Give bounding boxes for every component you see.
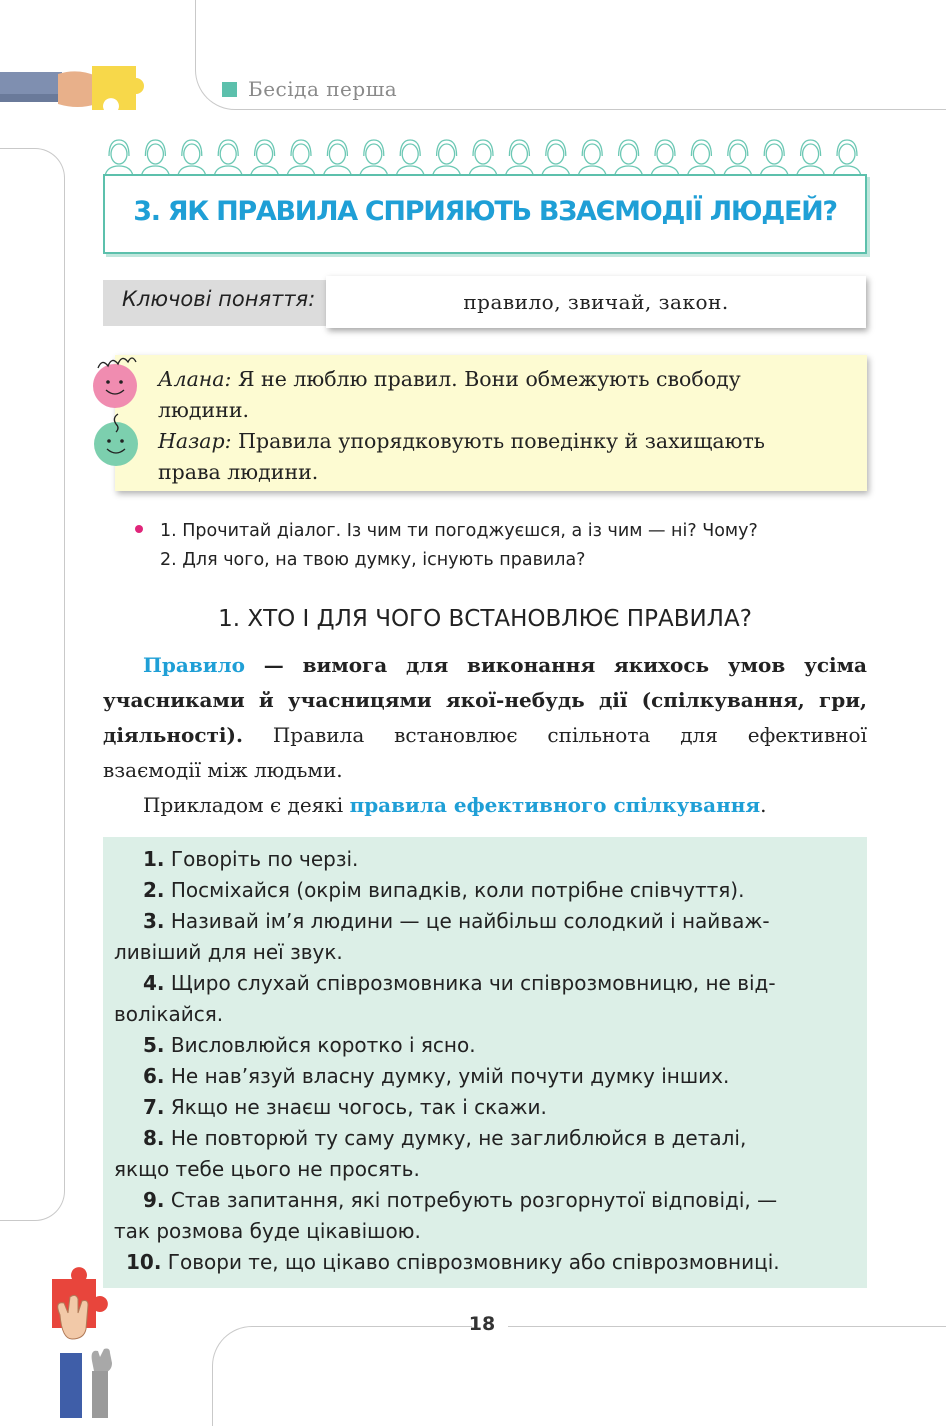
puzzle-hand-illustration [0, 60, 160, 120]
face-icon [730, 144, 746, 164]
rule-number: 2. [143, 878, 165, 902]
speaker-nazar: Назар: [158, 429, 232, 453]
rule-item [114, 844, 856, 875]
rule-text: Не нав’язуй власну думку, умій почути думку інших. [164, 1064, 730, 1088]
rule-item [114, 1247, 856, 1278]
rule-text: Якщо не знаєш чогось, так і скажи. [164, 1095, 547, 1119]
rule-number: 1. [143, 847, 165, 871]
rule-text: якщо тебе цього не просять. [114, 1157, 420, 1181]
rule-number: 8. [143, 1126, 165, 1150]
question-1: 1. Прочитай діалог. Із чим ти погоджуєшся, а із чим — ні? Чому? [160, 521, 758, 541]
rule-text: Говоріть по черзі. [164, 847, 359, 871]
definition-term: Правило [143, 653, 246, 677]
rule-item [114, 1061, 856, 1092]
rule-item [114, 968, 856, 999]
page-frame-bottom-line [508, 1326, 946, 1327]
rule-number: 7. [143, 1095, 165, 1119]
dialog-line-alana [158, 364, 741, 395]
section-marker-square [222, 82, 237, 97]
rule-text: Називай ім’я людини — це найбільш солодкий і найваж- [164, 909, 770, 933]
rule-number: 6. [143, 1064, 165, 1088]
face-icon [839, 144, 855, 164]
key-concepts-value: правило, звичай, закон. [463, 290, 729, 314]
faces-strip-illustration [103, 136, 867, 176]
rule-item [114, 999, 856, 1030]
definition-text-bold: діяльності). [103, 723, 243, 747]
face-icon [621, 144, 637, 164]
rule-text: ливіший для неї звук. [114, 940, 343, 964]
face-icon [439, 144, 455, 164]
rule-item [114, 1123, 856, 1154]
rule-item [114, 1092, 856, 1123]
rule-text: волікайся. [114, 1002, 224, 1026]
rule-item [114, 1216, 856, 1247]
page-title: 3. ЯК ПРАВИЛА СПРИЯЮТЬ ВЗАЄМОДІЇ ЛЮДЕЙ? [133, 196, 837, 227]
question-2: 2. Для чого, на твою думку, існують правила? [160, 550, 586, 570]
rule-text: Говори те, що цікаво співрозмовнику або співрозмовниці. [161, 1250, 780, 1274]
rule-item [114, 937, 856, 968]
page-frame-left [0, 148, 65, 1221]
rule-text: Посміхайся (окрім випадків, коли потрібне співчуття). [164, 878, 745, 902]
rule-text: Висловлюйся коротко і ясно. [164, 1033, 476, 1057]
definition-line-3 [103, 718, 867, 753]
definition-text: — вимога для виконання якихось умов усіма [245, 653, 867, 677]
dialog-text: Правила упорядковують поведінку й захищають [231, 429, 765, 453]
face-icon [766, 144, 782, 164]
example-prefix: Прикладом є деякі [143, 793, 350, 817]
example-suffix: . [760, 793, 767, 817]
rule-item [114, 906, 856, 937]
face-icon [693, 144, 709, 164]
face-icon [584, 144, 600, 164]
boy-avatar-icon [92, 410, 140, 468]
rule-item [114, 1185, 856, 1216]
face-icon [293, 144, 309, 164]
face-icon [147, 144, 163, 164]
rule-item [114, 1154, 856, 1185]
face-icon [111, 144, 127, 164]
hands-puzzle-illustration [50, 1265, 130, 1418]
section-heading: 1. ХТО І ДЛЯ ЧОГО ВСТАНОВЛЮЄ ПРАВИЛА? [218, 606, 752, 632]
rule-number: 4. [143, 971, 165, 995]
dialog-line-alana-cont: людини. [158, 398, 249, 422]
face-icon [548, 144, 564, 164]
face-icon [475, 144, 491, 164]
bullet-icon [135, 525, 143, 533]
girl-avatar-icon [92, 350, 140, 410]
speaker-alana: Алана: [158, 367, 232, 391]
definition-line-2: учасниками й учасницями якої-небудь дії (спілкування, гри, [103, 688, 867, 712]
rule-number: 9. [143, 1188, 165, 1212]
rule-number: 3. [143, 909, 165, 933]
page-number: 18 [468, 1313, 496, 1335]
face-icon [329, 144, 345, 164]
example-line [103, 788, 867, 823]
face-icon [511, 144, 527, 164]
face-icon [402, 144, 418, 164]
page-frame-bottom [212, 1326, 472, 1426]
face-icon [184, 144, 200, 164]
rule-text: Не повторюй ту саму думку, не заглиблюйся в деталі, [164, 1126, 747, 1150]
face-icon [366, 144, 382, 164]
rule-text: так розмова буде цікавішою. [114, 1219, 421, 1243]
face-icon [803, 144, 819, 164]
key-concepts-label: Ключові поняття: [122, 287, 316, 311]
section-header: Бесіда перша [248, 77, 398, 101]
definition-line-1 [103, 648, 867, 683]
dialog-line-nazar [158, 426, 765, 457]
rule-number: 5. [143, 1033, 165, 1057]
definition-text: Правила встановлює спільнота для ефективної [242, 723, 867, 747]
dialog-line-nazar-cont: права людини. [158, 460, 319, 484]
rule-item [114, 1030, 856, 1061]
face-icon [220, 144, 236, 164]
rule-number: 10. [126, 1250, 162, 1274]
rule-text: Став запитання, які потребують розгорнутої відповіді, — [164, 1188, 778, 1212]
face-icon [657, 144, 673, 164]
example-term: правила ефективного спілкування [349, 793, 761, 817]
rule-text: Щиро слухай співрозмовника чи співрозмовницю, не від- [164, 971, 776, 995]
dialog-text: Я не люблю правил. Вони обмежують свободу [231, 367, 741, 391]
definition-line-4: взаємодії між людьми. [103, 758, 343, 782]
rule-item [114, 875, 856, 906]
face-icon [257, 144, 273, 164]
